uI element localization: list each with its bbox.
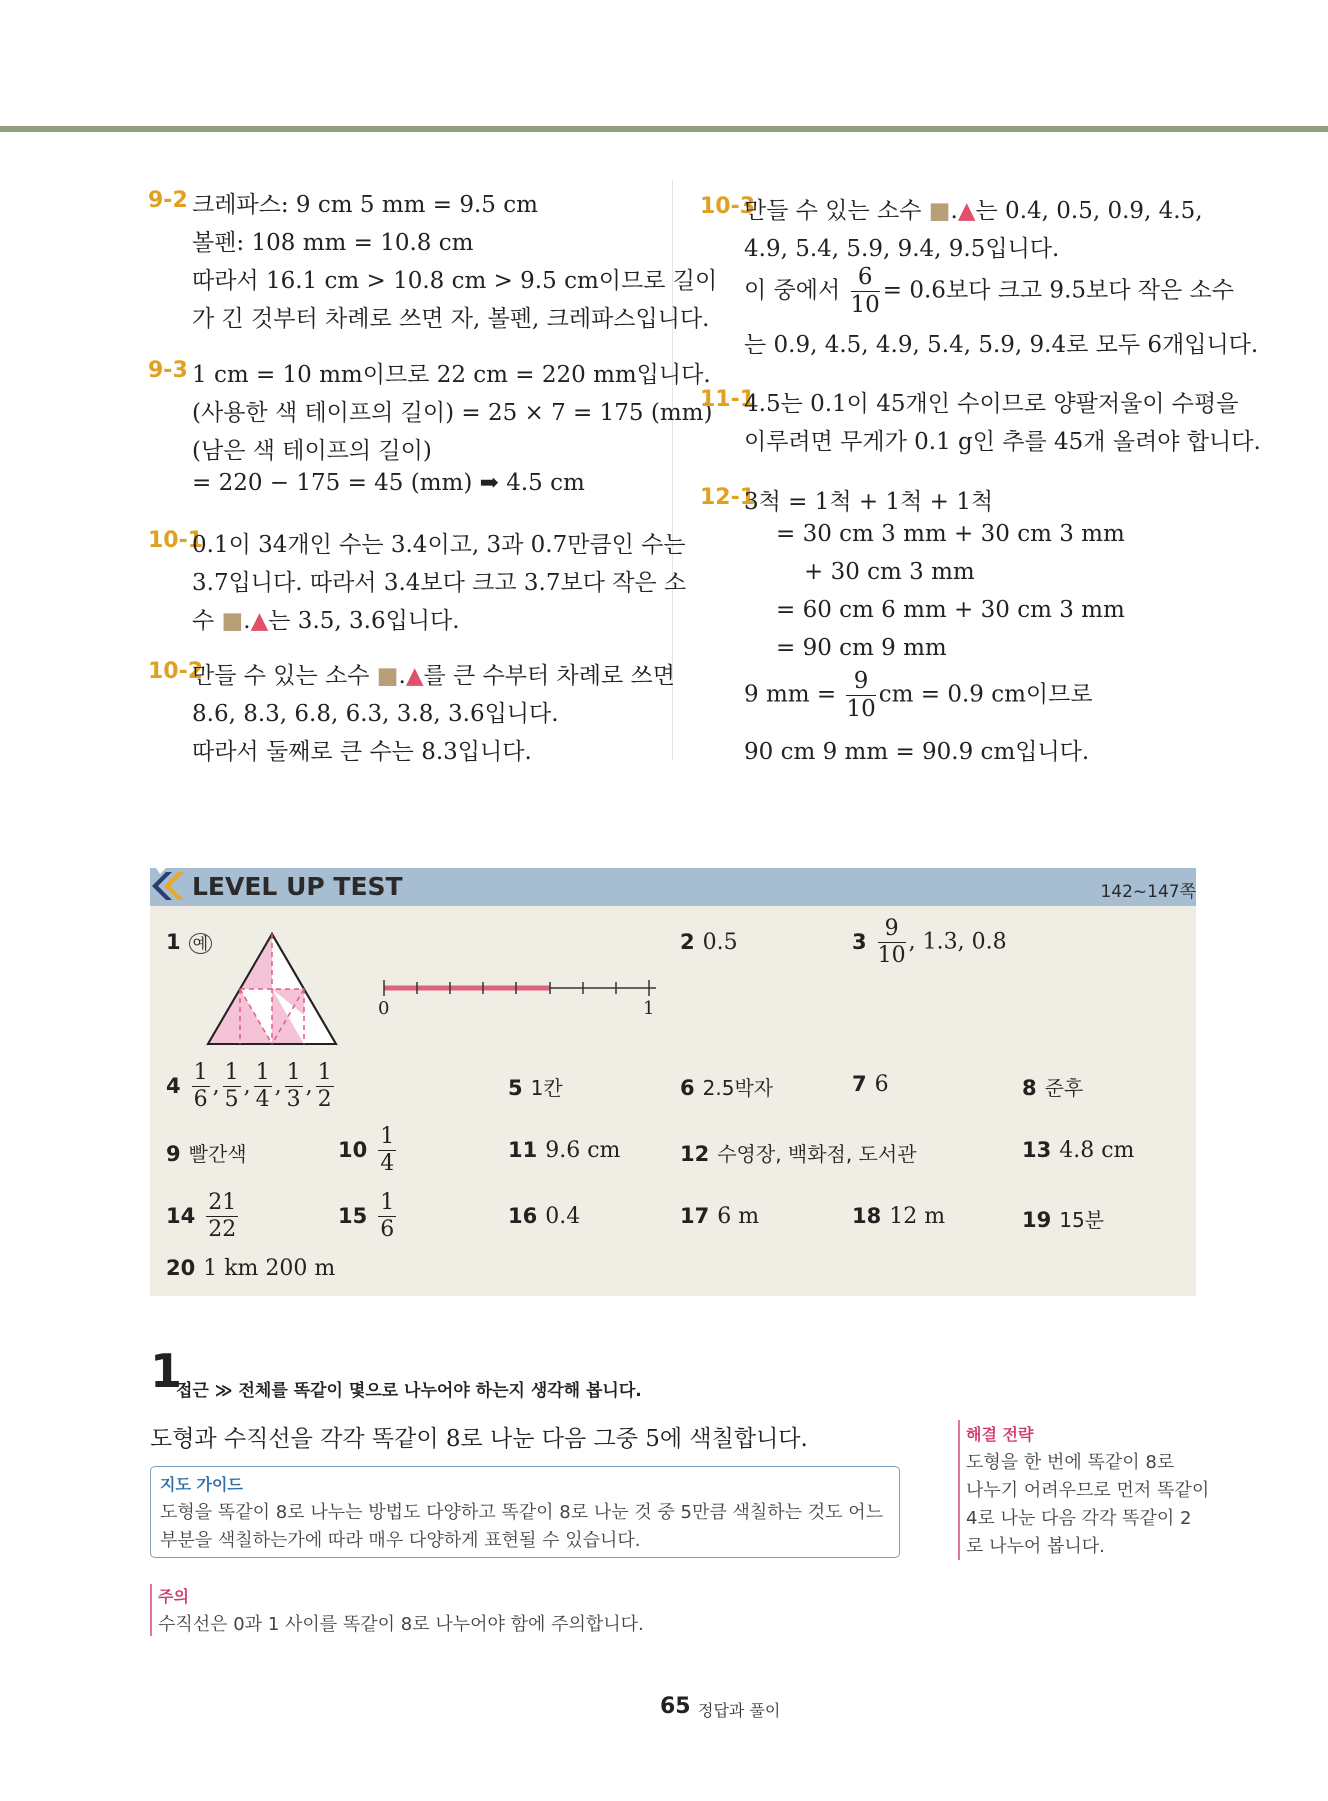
- problem-number: 10-2: [148, 659, 204, 684]
- text-line: 8.6, 8.3, 6.8, 6.3, 3.8, 3.6입니다.: [192, 701, 559, 727]
- approach-line: [176, 1376, 642, 1401]
- solution-number: 1: [150, 1344, 183, 1398]
- approach-label: 접근 ≫: [176, 1381, 233, 1401]
- text-line: = 220 − 175 = 45 (mm) ➡ 4.5 cm: [192, 470, 585, 496]
- strategy-line: 나누기 어려우므로 먼저 똑같이: [966, 1480, 1210, 1501]
- problem-number: 12-1: [700, 485, 756, 510]
- text-line: = 60 cm 6 mm + 30 cm 3 mm: [776, 597, 1125, 623]
- guide-line: 도형을 똑같이 8로 나누는 방법도 다양하고 똑같이 8로 나눈 것 중 5만큼 색칠하는 것도 어느: [160, 1502, 884, 1523]
- number-line-tick-1: 1: [643, 998, 655, 1019]
- text-line: 따라서 16.1 cm > 10.8 cm > 9.5 cm이므로 길이: [192, 268, 718, 294]
- problem-number: 10-3: [700, 194, 756, 219]
- answer-11: 11 9.6 cm: [508, 1138, 621, 1163]
- strategy-bar: [958, 1420, 960, 1560]
- text-line: 3.7입니다. 따라서 3.4보다 크고 3.7보다 작은 소: [192, 570, 687, 596]
- problem-number: 9-3: [148, 358, 188, 383]
- triangle-symbol: ▲: [957, 198, 976, 224]
- number-line: [378, 976, 662, 1016]
- answer-4: 4 $\frac{1}{6}$ , $\frac{1}{5}$ , $\frac{1}{4}$ , $\frac{1}{3}$ , $\frac{1}{2}$: [166, 1060, 332, 1112]
- note-text: 수직선은 0과 1 사이를 똑같이 8로 나누어야 함에 주의합니다.: [158, 1614, 644, 1635]
- text-line: 크레파스: 9 cm 5 mm = 9.5 cm: [192, 192, 538, 218]
- text-line: 90 cm 9 mm = 90.9 cm입니다.: [744, 739, 1090, 765]
- strategy-tag: 해결 전략: [966, 1425, 1034, 1444]
- level-up-title: LEVEL UP TEST: [192, 872, 403, 901]
- fraction: $\frac{6}{10}$: [850, 264, 880, 318]
- answer-5: 5 1칸: [508, 1076, 563, 1100]
- square-symbol: ■: [376, 663, 399, 689]
- text-line: 0.1이 34개인 수는 3.4이고, 3과 0.7만큼인 수는: [192, 532, 686, 558]
- text-line: (남은 색 테이프의 길이): [192, 438, 432, 464]
- problem-number: 10-1: [148, 528, 204, 553]
- answer-19: 19 15분: [1022, 1208, 1105, 1232]
- answer-1: 1 예: [166, 930, 212, 955]
- page-number: 65: [660, 1694, 691, 1719]
- text-line: 만들 수 있는 소수 ■.▲는 0.4, 0.5, 0.9, 4.5,: [744, 198, 1203, 224]
- square-symbol: ■: [928, 198, 951, 224]
- text-line: 수 ■.▲는 3.5, 3.6입니다.: [192, 608, 460, 634]
- text-line: + 30 cm 3 mm: [804, 559, 975, 585]
- answer-2: 2 0.5: [680, 930, 738, 955]
- text-line: (사용한 색 테이프의 길이) = 25 × 7 = 175 (mm): [192, 400, 713, 426]
- answer-3: 3 $\frac{9}{10}$ , 1.3, 0.8: [852, 916, 1007, 968]
- approach-text: 전체를 똑같이 몇으로 나누어야 하는지 생각해 봅니다.: [238, 1381, 642, 1401]
- problem-number: 9-2: [148, 188, 188, 213]
- answer-14: 14 $\frac{21}{22}$: [166, 1190, 237, 1242]
- text-line: 따라서 둘째로 큰 수는 8.3입니다.: [192, 739, 532, 765]
- answer-17: 17 6 m: [680, 1204, 760, 1229]
- answer-6: 6 2.5박자: [680, 1076, 774, 1100]
- footer-label: 정답과 풀이: [698, 1701, 781, 1720]
- text-line: = 90 cm 9 mm: [776, 635, 947, 661]
- answer-15: 15 $\frac{1}{6}$: [338, 1190, 395, 1242]
- fraction: $\frac{9}{10}$: [846, 668, 876, 722]
- note-tag: 주의: [158, 1587, 189, 1606]
- problem-number: 11-1: [700, 387, 756, 412]
- text-line: 가 긴 것부터 차례로 쓰면 자, 볼펜, 크레파스입니다.: [192, 306, 710, 332]
- strategy-line: 로 나누어 봅니다.: [966, 1536, 1105, 1557]
- answer-9: 9 빨간색: [166, 1142, 247, 1166]
- square-symbol: ■: [221, 608, 244, 634]
- answer-16: 16 0.4: [508, 1204, 581, 1229]
- text-line: 9 mm = $\frac{9}{10}$ cm = 0.9 cm이므로: [744, 668, 1093, 722]
- text-line: 이루려면 무게가 0.1 g인 추를 45개 올려야 합니다.: [744, 429, 1261, 455]
- answer-12: 12 수영장, 백화점, 도서관: [680, 1142, 917, 1166]
- text-line: 1 cm = 10 mm이므로 22 cm = 220 mm입니다.: [192, 362, 711, 388]
- guide-tag: 지도 가이드: [160, 1475, 243, 1494]
- strategy-line: 4로 나눈 다음 각각 똑같이 2: [966, 1508, 1192, 1529]
- triangle-figure: [204, 930, 340, 1048]
- arrow-logo-icon: [148, 866, 186, 906]
- number-line-tick-0: 0: [378, 998, 390, 1019]
- text-line: 만들 수 있는 소수 ■.▲를 큰 수부터 차례로 쓰면: [192, 663, 675, 689]
- text-line: 는 0.9, 4.5, 4.9, 5.4, 5.9, 9.4로 모두 6개입니다.: [744, 332, 1259, 358]
- text-line: 이 중에서 $\frac{6}{10}$ = 0.6보다 크고 9.5보다 작은 소수: [744, 264, 1234, 318]
- answer-8: 8 준후: [1022, 1076, 1084, 1100]
- answer-18: 18 12 m: [852, 1204, 946, 1229]
- strategy-line: 도형을 한 번에 똑같이 8로: [966, 1452, 1175, 1473]
- answer-10: 10 $\frac{1}{4}$: [338, 1124, 395, 1176]
- answer-20: 20 1 km 200 m: [166, 1256, 336, 1281]
- note-bar: [150, 1584, 152, 1636]
- triangle-symbol: ▲: [250, 608, 269, 634]
- answer-13: 13 4.8 cm: [1022, 1138, 1135, 1163]
- text-line: 3척 = 1척 + 1척 + 1척: [744, 489, 994, 515]
- text-line: 4.9, 5.4, 5.9, 9.4, 9.5입니다.: [744, 236, 1060, 262]
- solution-body: 도형과 수직선을 각각 똑같이 8로 나눈 다음 그중 5에 색칠합니다.: [150, 1426, 808, 1452]
- answer-7: 7 6: [852, 1072, 889, 1097]
- level-up-pages: 142~147쪽: [1100, 882, 1196, 902]
- text-line: 4.5는 0.1이 45개인 수이므로 양팔저울이 수평을: [744, 391, 1239, 417]
- text-line: = 30 cm 3 mm + 30 cm 3 mm: [776, 521, 1125, 547]
- text-line: 볼펜: 108 mm = 10.8 cm: [192, 230, 474, 256]
- top-rule: [0, 126, 1328, 132]
- guide-line: 부분을 색칠하는가에 따라 매우 다양하게 표현될 수 있습니다.: [160, 1530, 641, 1551]
- triangle-symbol: ▲: [405, 663, 424, 689]
